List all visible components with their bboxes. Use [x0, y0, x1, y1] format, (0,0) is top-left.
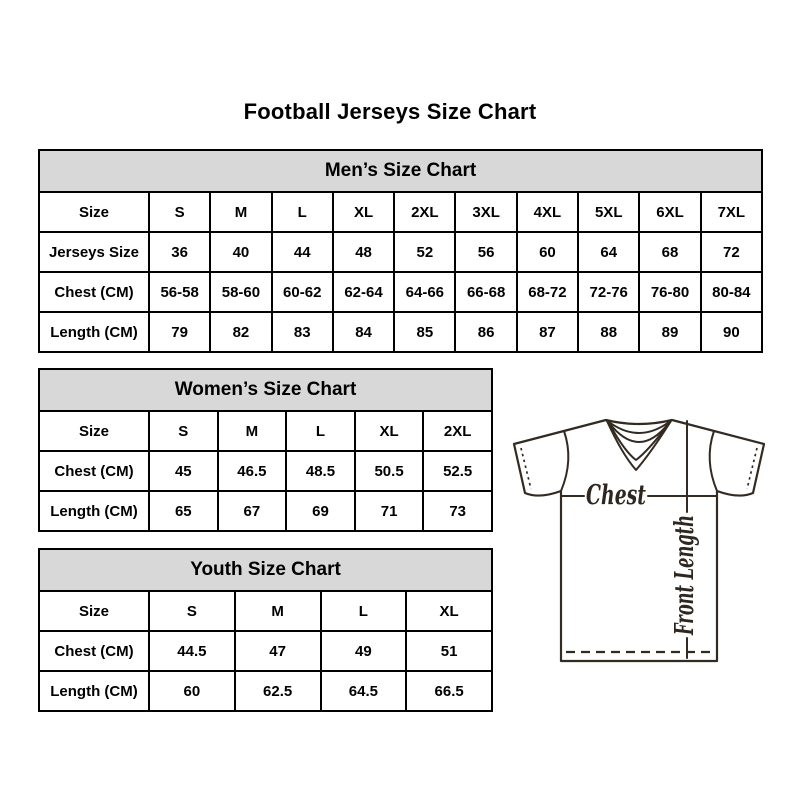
row-label-cell: Chest (CM)	[39, 451, 149, 491]
value-cell: 44	[272, 232, 333, 272]
value-cell: 83	[272, 312, 333, 352]
value-cell: 72	[701, 232, 762, 272]
value-cell: 36	[149, 232, 210, 272]
table-row	[39, 591, 492, 631]
value-cell: 56-58	[149, 272, 210, 312]
value-cell: 47	[235, 631, 321, 671]
row-label-cell: Length (CM)	[39, 491, 149, 531]
row-label-cell: Length (CM)	[39, 312, 149, 352]
value-cell: 56	[455, 232, 516, 272]
value-cell: 80-84	[701, 272, 762, 312]
table-row	[39, 192, 762, 232]
value-cell: 51	[406, 631, 492, 671]
value-cell: 68	[639, 232, 700, 272]
value-cell: M	[210, 192, 271, 232]
value-cell: 60-62	[272, 272, 333, 312]
value-cell: 82	[210, 312, 271, 352]
table-header-row	[39, 369, 492, 411]
value-cell: 2XL	[423, 411, 492, 451]
value-cell: L	[286, 411, 355, 451]
value-cell: 66-68	[455, 272, 516, 312]
row-label-cell: Jerseys Size	[39, 232, 149, 272]
womens-size-chart-table	[38, 368, 493, 532]
value-cell: 4XL	[517, 192, 578, 232]
value-cell: S	[149, 192, 210, 232]
table-row	[39, 451, 492, 491]
value-cell: 68-72	[517, 272, 578, 312]
row-label-cell: Chest (CM)	[39, 631, 149, 671]
value-cell: 58-60	[210, 272, 271, 312]
value-cell: 50.5	[355, 451, 424, 491]
table-row	[39, 671, 492, 711]
value-cell: M	[218, 411, 287, 451]
value-cell: 73	[423, 491, 492, 531]
value-cell: 66.5	[406, 671, 492, 711]
value-cell: 60	[517, 232, 578, 272]
value-cell: XL	[355, 411, 424, 451]
value-cell: 40	[210, 232, 271, 272]
jersey-armhole-seam	[561, 431, 568, 491]
value-cell: 52.5	[423, 451, 492, 491]
value-cell: 62-64	[333, 272, 394, 312]
table-header-row	[39, 549, 492, 591]
page-title: Football Jerseys Size Chart	[243, 99, 537, 124]
jersey-vneck-outer	[607, 421, 671, 470]
jersey-outline	[514, 420, 764, 661]
value-cell: 46.5	[218, 451, 287, 491]
value-cell: 64.5	[321, 671, 407, 711]
table-row	[39, 312, 762, 352]
value-cell: S	[149, 411, 218, 451]
youth-table-body	[39, 591, 492, 711]
value-cell: 7XL	[701, 192, 762, 232]
value-cell: 5XL	[578, 192, 639, 232]
value-cell: 52	[394, 232, 455, 272]
womens-table-body	[39, 411, 492, 531]
value-cell: 69	[286, 491, 355, 531]
value-cell: 67	[218, 491, 287, 531]
youth-table-title: Youth Size Chart	[39, 549, 492, 591]
value-cell: L	[321, 591, 407, 631]
value-cell: M	[235, 591, 321, 631]
value-cell: 88	[578, 312, 639, 352]
jersey-armhole-seam	[710, 431, 717, 491]
value-cell: S	[149, 591, 235, 631]
mens-table-title: Men’s Size Chart	[39, 150, 762, 192]
value-cell: 64-66	[394, 272, 455, 312]
row-label-cell: Chest (CM)	[39, 272, 149, 312]
chest-label: Chest	[586, 480, 647, 511]
table-row	[39, 491, 492, 531]
value-cell: 6XL	[639, 192, 700, 232]
value-cell: 45	[149, 451, 218, 491]
value-cell: 65	[149, 491, 218, 531]
row-label-cell: Size	[39, 192, 149, 232]
value-cell: 79	[149, 312, 210, 352]
value-cell: 48.5	[286, 451, 355, 491]
value-cell: XL	[333, 192, 394, 232]
value-cell: 48	[333, 232, 394, 272]
value-cell: 3XL	[455, 192, 516, 232]
value-cell: 2XL	[394, 192, 455, 232]
womens-table-title: Women’s Size Chart	[39, 369, 492, 411]
value-cell: 86	[455, 312, 516, 352]
row-label-cell: Size	[39, 411, 149, 451]
value-cell: 49	[321, 631, 407, 671]
row-label-cell: Size	[39, 591, 149, 631]
table-row	[39, 411, 492, 451]
value-cell: 90	[701, 312, 762, 352]
value-cell: 87	[517, 312, 578, 352]
front-length-label: Front Length	[670, 443, 700, 635]
table-header-row	[39, 150, 762, 192]
value-cell: XL	[406, 591, 492, 631]
value-cell: L	[272, 192, 333, 232]
value-cell: 72-76	[578, 272, 639, 312]
mens-table-body	[39, 192, 762, 352]
youth-size-chart-table	[38, 548, 493, 712]
jersey-measurement-diagram	[505, 402, 785, 682]
table-row	[39, 272, 762, 312]
value-cell: 62.5	[235, 671, 321, 711]
value-cell: 71	[355, 491, 424, 531]
row-label-cell: Length (CM)	[39, 671, 149, 711]
value-cell: 85	[394, 312, 455, 352]
value-cell: 60	[149, 671, 235, 711]
mens-size-chart-table	[38, 149, 763, 353]
value-cell: 76-80	[639, 272, 700, 312]
value-cell: 89	[639, 312, 700, 352]
value-cell: 84	[333, 312, 394, 352]
table-row	[39, 232, 762, 272]
value-cell: 64	[578, 232, 639, 272]
table-row	[39, 631, 492, 671]
value-cell: 44.5	[149, 631, 235, 671]
